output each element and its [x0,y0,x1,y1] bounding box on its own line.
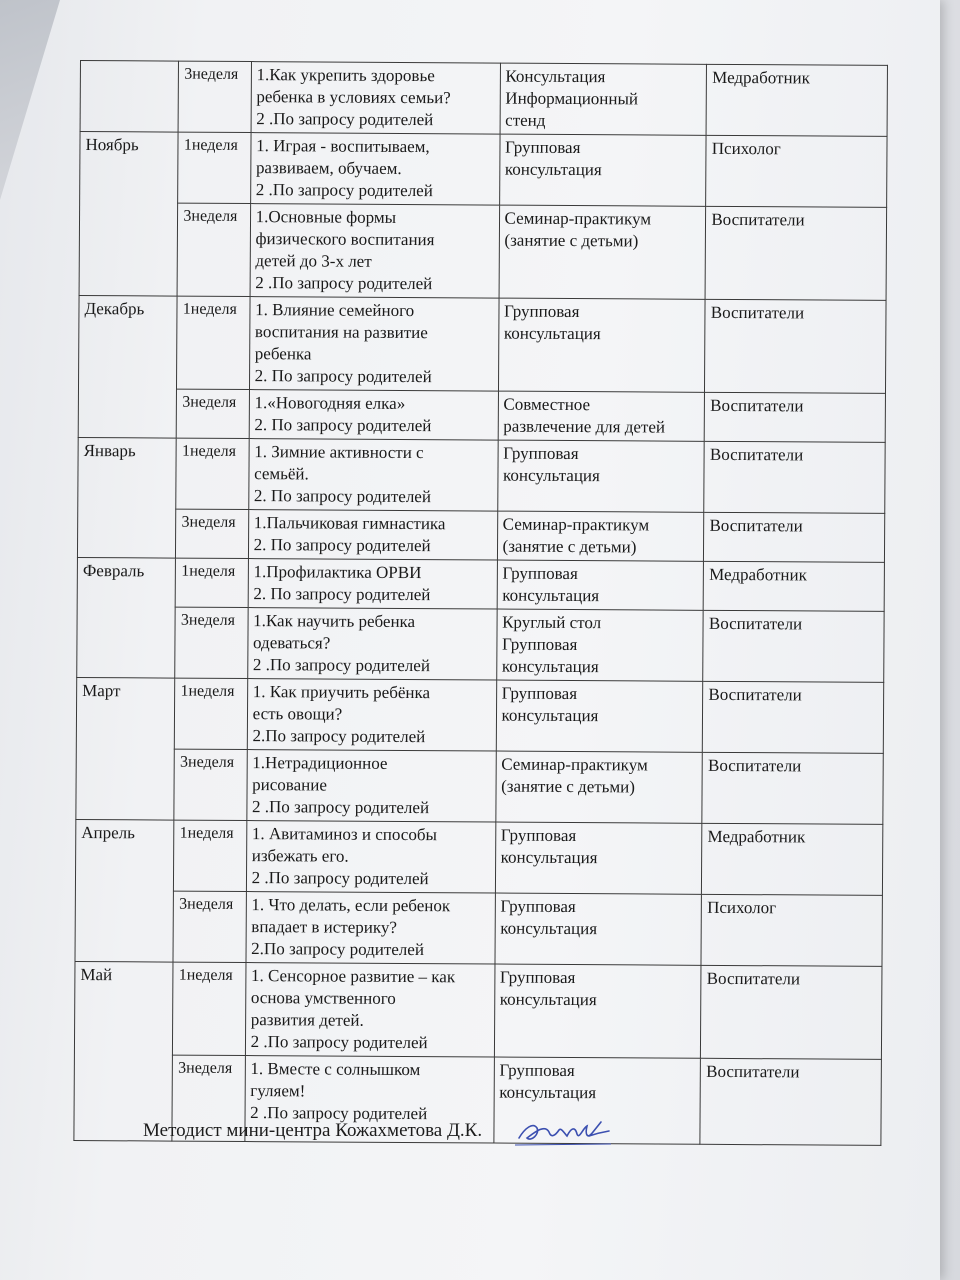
parent-work-plan-table [73,60,888,1146]
topic-line: избежать его. [251,846,349,866]
topic-line: 2. По запросу родителей [253,486,432,507]
form-line: (занятие с детьми) [504,230,639,251]
topic-line: 2 .По запросу родителей [251,868,429,889]
responsible-cell: Воспитатели [704,392,885,442]
topic-line: 2 .По запросу родителей [255,180,433,201]
responsible-cell: Воспитатели [702,752,883,824]
topic-line: 1.Нетрадиционное [252,753,388,773]
topic-line: 1. Играя - воспитываем, [256,136,430,157]
form-line: Семинар-практикум [502,514,650,535]
form-line: консультация [501,656,599,677]
week-cell: 3неделя [175,607,248,678]
topic-line: 2 .По запросу родителей [252,797,430,818]
form-line: Групповая [502,563,578,584]
topic-cell [248,559,497,610]
topic-line: основа умственного [250,988,396,1008]
responsible-cell: Медработник [702,823,883,895]
form-line: Семинар-практикум [504,208,652,229]
form-line: Совместное [503,394,591,415]
plan-row [75,819,882,895]
form-line: Консультация [505,66,606,87]
topic-line: 2. По запросу родителей [253,535,431,556]
topic-line: 2 .По запросу родителей [252,655,431,676]
topic-line: 2. По запросу родителей [253,584,431,605]
responsible-cell: Психолог [706,135,887,207]
form-line: (занятие с детьми) [501,776,636,797]
topic-line: развиваем, обучаем. [255,158,402,178]
plan-row [74,961,882,1059]
topic-line: одеваться? [253,633,331,653]
topic-line: 2 .По запросу родителей [256,109,434,130]
form-line: консультация [501,705,599,726]
topic-cell [251,62,500,135]
topic-line: 2 .По запросу родителей [250,1032,428,1053]
month-cell: Май [74,961,173,1141]
form-line: Групповая [503,443,579,464]
topic-line: 2.По запросу родителей [252,726,426,747]
plan-row [78,388,885,442]
topic-cell [250,204,499,299]
form-line: (занятие с детьми) [502,536,637,557]
plan-row [79,203,887,301]
topic-cell [248,510,497,561]
form-line: консультация [500,847,598,868]
week-cell: 3неделя [178,61,251,132]
topic-line: 2 .По запросу родителей [255,273,433,294]
responsible-cell: Психолог [701,894,882,966]
topic-line: ребенка [254,344,312,364]
week-cell: 1неделя [174,820,247,891]
month-cell: Ноябрь [79,132,178,297]
topic-line: 1.Как научить ребенка [253,611,416,632]
plan-row [78,295,886,393]
form-cell [500,63,707,135]
topic-cell [247,608,496,681]
form-line: стенд [505,110,546,130]
plan-row [76,748,883,824]
responsible-cell: Воспитатели [701,965,882,1059]
topic-line: ребенка в условиях семьи? [256,87,451,108]
month-cell [80,61,179,133]
topic-cell [250,133,499,206]
plan-row [77,557,884,611]
topic-line: рисование [252,775,327,795]
form-line: консультация [502,465,600,486]
topic-cell [247,679,496,752]
form-cell [495,822,702,894]
topic-line: 1.Основные формы [255,207,397,227]
responsible-cell: Воспитатели [704,441,885,513]
form-cell [494,964,701,1058]
week-cell: 1неделя [177,296,250,389]
form-cell [498,298,705,392]
form-cell [498,391,705,441]
topic-cell [246,821,495,894]
topic-line: 2. По запросу родителей [254,415,432,436]
responsible-cell: Медработник [703,561,884,611]
form-cell [495,751,702,823]
form-line: Групповая [503,301,580,322]
week-cell: 3неделя [173,891,246,962]
form-line: Групповая [499,967,576,988]
topic-line: 2.По запросу родителей [251,939,425,960]
topic-line: гуляем! [250,1081,306,1101]
responsible-cell: Медработник [706,64,887,136]
month-cell: Январь [77,437,176,558]
form-line: Групповая [500,825,577,846]
form-line: консультация [504,159,602,180]
topic-cell [249,297,498,392]
form-line: консультация [500,918,598,939]
form-cell [499,134,706,206]
form-cell [497,440,704,512]
topic-line: 2. По запросу родителей [254,366,432,387]
responsible-cell: Воспитатели [704,512,885,562]
plan-row [78,437,885,513]
topic-line: впадает в истерику? [251,917,398,937]
topic-line: есть овощи? [252,704,343,724]
form-line: консультация [499,989,597,1010]
topic-line: 2 .По запросу родителей [250,1103,428,1124]
month-cell: Март [76,677,175,820]
topic-line: 1.Профилактика ОРВИ [253,562,422,583]
form-line: Групповая [499,1060,575,1081]
form-cell [497,560,704,610]
month-cell: Февраль [77,557,176,678]
topic-line: развития детей. [250,1010,364,1030]
form-cell [499,205,706,299]
topic-line: детей до 3-х лет [255,251,372,271]
methodist-caption: Методист мини-центра Кожахметова Д.К. [143,1120,483,1141]
responsible-cell: Воспитатели [703,681,884,753]
topic-line: воспитания на развитие [254,322,428,343]
form-cell [496,609,703,681]
form-line: Информационный [505,88,639,109]
week-cell: 1неделя [176,438,249,509]
form-line: Групповая [500,896,576,917]
topic-cell [246,750,495,823]
plan-row [77,508,884,562]
form-line: Семинар-практикум [501,754,648,775]
week-cell: 3неделя [172,1055,245,1141]
week-cell: 1неделя [175,678,248,749]
form-line: Групповая [504,137,581,158]
week-cell: 3неделя [174,749,247,820]
plan-row [76,677,883,753]
month-cell: Декабрь [78,295,177,438]
topic-line: 1. Вместе с солнышком [250,1059,421,1080]
plan-row [77,606,884,682]
plan-row [75,890,882,966]
week-cell: 3неделя [177,203,250,296]
week-cell: 1неделя [178,132,251,203]
form-cell [497,511,704,561]
responsible-cell: Воспитатели [705,299,886,393]
week-cell: 3неделя [176,509,249,558]
topic-cell [248,439,497,512]
form-line: консультация [499,1082,597,1103]
form-line: консультация [503,323,601,344]
month-cell: Апрель [75,819,174,962]
topic-line: 1. Как приучить ребёнка [252,682,431,703]
form-cell [495,893,702,965]
week-cell: 1неделя [176,558,249,607]
form-line: Круглый стол [502,612,602,633]
week-cell: 1неделя [173,962,246,1055]
topic-cell [246,892,495,965]
week-cell: 3неделя [177,389,250,438]
form-line: консультация [502,585,600,606]
plan-table-body [74,61,888,1146]
topic-line: 1. Что делать, если ребенок [251,895,451,916]
handwritten-signature [515,1114,611,1150]
topic-line: физического воспитания [255,229,435,250]
topic-cell [249,390,498,441]
responsible-cell: Воспитатели [703,610,884,682]
topic-line: 1. Авитаминоз и способы [251,824,438,845]
topic-line: 1. Влияние семейного [255,300,415,321]
form-cell [496,680,703,752]
topic-cell [245,963,494,1058]
responsible-cell: Воспитатели [700,1058,881,1145]
topic-line: 1. Зимние активности с [254,442,424,463]
topic-line: 1.Как укрепить здоровье [256,65,435,86]
responsible-cell: Воспитатели [705,206,886,300]
plan-row [80,61,887,137]
topic-line: 1.Пальчиковая гимнастика [253,513,446,534]
form-line: развлечение для детей [503,416,666,437]
topic-line: семьёй. [254,464,309,484]
form-line: Групповая [501,634,578,655]
topic-line: 1.«Новогодняя елка» [254,393,406,413]
topic-line: 1. Сенсорное развитие – как [250,966,456,987]
plan-row [80,132,887,208]
form-line: Групповая [501,683,578,704]
